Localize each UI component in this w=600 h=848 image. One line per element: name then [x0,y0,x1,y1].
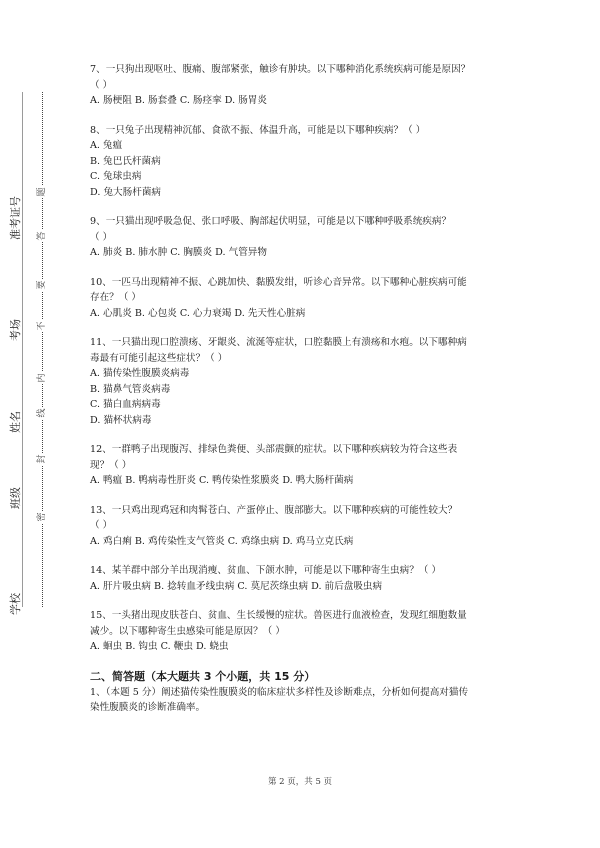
question-12 [90,442,530,489]
question-stem: 13、一只鸡出现鸡冠和肉髯苍白、产蛋停止、腹部膨大。以下哪种疾病的可能性较大？ [90,504,458,516]
option-b: B. 兔巴氏杆菌病 [90,155,161,167]
question-15 [90,608,530,655]
question-stem-cont: 毒最有可能引起这些症状？（ ） [90,352,228,364]
question-14 [90,563,530,594]
question-stem: 9、一只猫出现呼吸急促、张口呼吸、胸部起伏明显，可能是以下哪种呼吸系统疾病？ [90,216,452,227]
question-13 [90,503,530,550]
question-stem-cont: （ ） [90,231,113,243]
question-options: A. 鸡白痢 B. 鸡传染性支气管炎 C. 鸡绦虫病 D. 鸡马立克氏病 [90,535,354,547]
seal-char: 内 [37,373,47,383]
option-a: A. 兔瘟 [90,140,123,151]
option-d: D. 猫杯状病毒 [90,414,152,426]
question-11 [90,335,530,428]
question-options: A. 肠梗阻 B. 肠套叠 C. 肠痉挛 D. 肠胃炎 [90,95,267,106]
label-class: 班级 [10,480,22,516]
question-stem: 8、一只兔子出现精神沉郁、食欲不振、体温升高，可能是以下哪种疾病？（ ） [90,124,426,136]
seal-char: 线 [37,408,47,418]
question-stem: 10、一匹马出现精神不振、心跳加快、黏膜发绀，听诊心音异常。以下哪种心脏疾病可能 [90,276,467,288]
label-school: 学校 [10,586,22,622]
question-stem-cont: （ ） [90,79,113,91]
question-stem: 15、一头猪出现皮肤苍白、贫血、生长缓慢的症状。兽医进行血液检查，发现红细胞数量 [90,610,467,621]
page-number: 第 2 页，共 5 页 [267,777,333,787]
fill-line [22,92,23,607]
option-c: C. 兔球虫病 [90,171,142,182]
section-title: 二、简答题（本大题共 3 个小题，共 15 分） [90,669,316,683]
binding-strip [0,0,70,848]
option-c: C. 猫白血病病毒 [90,399,161,410]
label-name: 姓名 [10,404,22,440]
question-stem: 14、某羊群中部分羊出现消瘦、贫血、下颌水肿，可能是以下哪种寄生虫病？（ ） [90,565,442,576]
seal-char: 不 [37,321,47,331]
option-a: A. 猫传染性腹膜炎病毒 [90,368,190,379]
question-7 [90,62,530,109]
question-9 [90,214,530,261]
question-options: A. 蛔虫 B. 钩虫 C. 鞭虫 D. 蛲虫 [90,641,229,652]
question-options: A. 肝片吸虫病 B. 捻转血矛线虫病 C. 莫尼茨绦虫病 D. 前后盘吸虫病 [90,580,383,592]
short-answer-section [90,669,530,716]
question-stem: 12、一群鸭子出现腹泻、排绿色粪便、头部震颤的症状。以下哪种疾病较为符合这些表 [90,444,458,455]
question-stem: 11、一只猫出现口腔溃疡、牙龈炎、流涎等症状，口腔黏膜上有溃疡和水疱。以下哪种病 [90,337,467,348]
seal-char: 密 [37,512,47,522]
label-admission-number: 准考证号 [10,192,22,244]
question-10 [90,275,530,322]
question-stem-cont: 存在？（ ） [90,292,142,303]
seal-dotted-line [42,92,43,607]
question-options: A. 鸭瘟 B. 鸭病毒性肝炎 C. 鸭传染性浆膜炎 D. 鸭大肠杆菌病 [90,475,354,486]
question-8 [90,123,530,201]
question-stem-cont: 现？（ ） [90,459,132,471]
short-answer-question-1: 1、（本题 5 分）阐述猫传染性腹膜炎的临床症状多样性及诊断难点，分析如何提高对猫传 [90,686,469,698]
question-stem: 7、一只狗出现呕吐、腹痛、腹部紧张，触诊有肿块。以下哪种消化系统疾病可能是原因？ [90,64,471,75]
short-answer-question-1-cont: 染性腹膜炎的诊断准确率。 [90,702,206,713]
seal-char: 封 [37,454,47,464]
seal-char: 要 [37,280,47,290]
question-options: A. 心肌炎 B. 心包炎 C. 心力衰竭 D. 先天性心脏病 [90,307,306,319]
option-d: D. 兔大肠杆菌病 [90,186,162,198]
seal-char: 题 [37,187,47,197]
question-stem-cont: （ ） [90,520,113,531]
seal-char: 答 [37,231,47,241]
question-list [90,62,530,716]
label-exam-room: 考场 [10,312,22,348]
question-stem-cont: 减少。以下哪种寄生虫感染可能是原因？（ ） [90,625,285,637]
question-options: A. 肺炎 B. 肺水肿 C. 胸膜炎 D. 气管异物 [90,247,267,258]
option-b: B. 猫鼻气管炎病毒 [90,383,171,395]
